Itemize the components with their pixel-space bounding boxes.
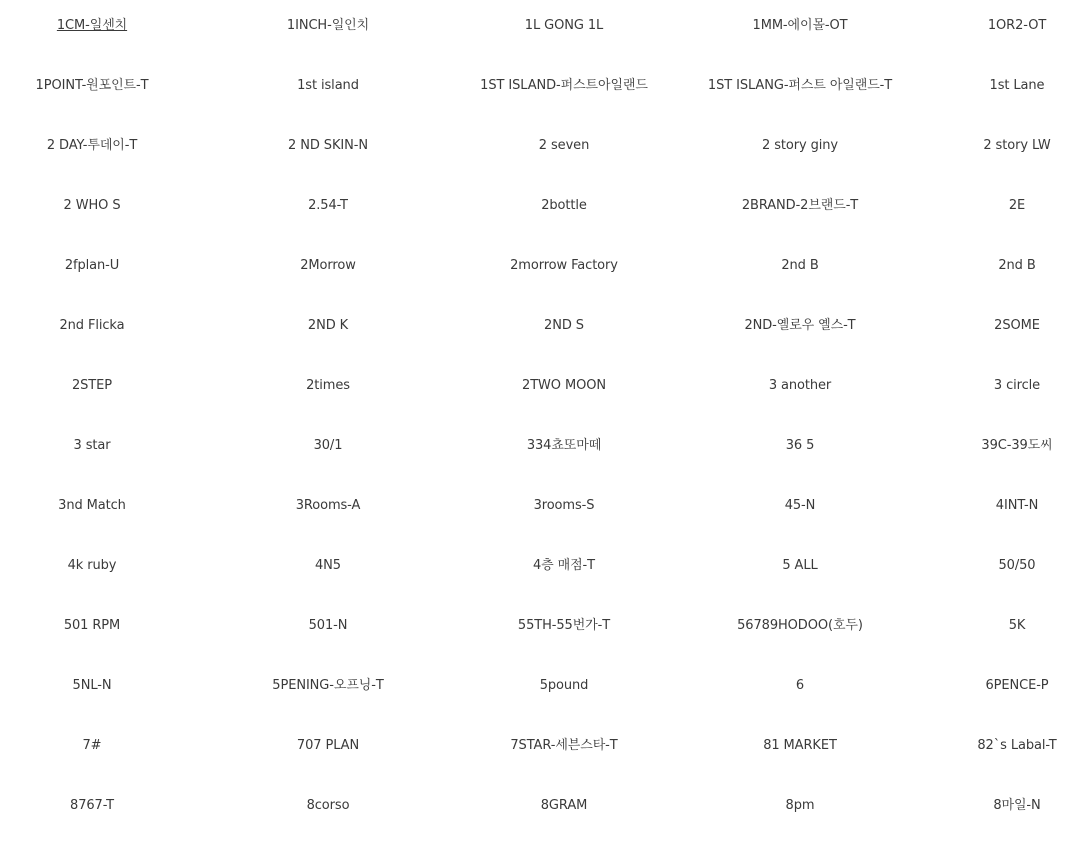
brand-link[interactable]: 2fplan-U [64,257,120,273]
brand-link[interactable]: 5PENING-오프닝-T [272,677,384,693]
brand-link[interactable]: 501-N [308,617,348,633]
brand-link[interactable]: 3 star [73,437,111,453]
brand-link[interactable]: 2times [306,377,350,393]
brand-link[interactable]: 2bottle [541,197,587,213]
brand-link[interactable]: 2 WHO S [63,197,121,213]
brand-link[interactable]: 1CM-일센치 [56,17,128,33]
brand-link[interactable]: 4N5 [315,557,341,573]
brand-link[interactable]: 1st Lane [989,77,1045,93]
brand-link[interactable]: 7STAR-세븐스타-T [510,737,618,753]
brand-link[interactable]: 2.54-T [308,197,348,213]
brand-link[interactable]: 1OR2-OT [987,17,1047,33]
brand-link[interactable]: 4INT-N [995,497,1039,513]
brand-link[interactable]: 2 story LW [983,137,1051,153]
brand-link[interactable]: 30/1 [313,437,343,453]
brand-link[interactable]: 1L GONG 1L [524,17,604,33]
brand-link[interactable]: 3nd Match [58,497,126,513]
brand-link[interactable]: 8pm [785,797,815,813]
brand-link[interactable]: 3 another [768,377,832,393]
brand-link[interactable]: 3 circle [993,377,1041,393]
brand-link[interactable]: 2 ND SKIN-N [288,137,368,153]
brand-link[interactable]: 2 DAY-투데이-T [46,137,138,153]
brand-link[interactable]: 4층 매점-T [532,557,595,573]
brand-link[interactable]: 8GRAM [540,797,588,813]
brand-link[interactable]: 45-N [784,497,816,513]
brand-link[interactable]: 8마일-N [993,797,1041,813]
brand-link[interactable]: 2 seven [538,137,590,153]
brand-link[interactable]: 5 ALL [782,557,818,573]
brand-link[interactable]: 56789HODOO(호두) [737,617,863,633]
brand-link[interactable]: 5pound [539,677,589,693]
brand-link[interactable]: 2morrow Factory [510,257,618,273]
brand-link[interactable]: 3Rooms-A [295,497,361,513]
brand-link[interactable]: 2TWO MOON [522,377,606,393]
brand-link[interactable]: 7# [82,737,102,753]
brand-link[interactable]: 2Morrow [300,257,356,273]
brand-link[interactable]: 36 5 [785,437,815,453]
brand-link[interactable]: 6PENCE-P [985,677,1049,693]
brand-link[interactable]: 50/50 [998,557,1036,573]
brand-link[interactable]: 81 MARKET [763,737,837,753]
brand-link[interactable]: 82`s Labal-T [977,737,1057,753]
brand-link[interactable]: 1MM-에이몰-OT [752,17,848,33]
brand-link[interactable]: 2ND-옐로우 옐스-T [744,317,856,333]
brand-link[interactable]: 2E [1008,197,1026,213]
brand-link[interactable]: 2nd B [781,257,819,273]
brand-link[interactable]: 2ND K [307,317,349,333]
brand-link[interactable]: 4k ruby [67,557,117,573]
brand-link[interactable]: 2 story giny [762,137,838,153]
brand-link[interactable]: 2SOME [994,317,1040,333]
brand-link[interactable]: 1ST ISLANG-퍼스트 아일랜드-T [707,77,893,93]
brand-link[interactable]: 1ST ISLAND-퍼스트아일랜드 [480,77,648,93]
brand-link[interactable]: 5NL-N [72,677,112,693]
brand-link[interactable]: 2nd Flicka [59,317,125,333]
brand-link[interactable]: 6 [795,677,805,693]
brand-link[interactable]: 2ND S [544,317,584,333]
brand-link[interactable]: 707 PLAN [296,737,360,753]
brand-link[interactable]: 2BRAND-2브랜드-T [741,197,859,213]
brand-link[interactable]: 8767-T [70,797,114,813]
brand-link[interactable]: 1POINT-원포인트-T [35,77,149,93]
brand-link[interactable]: 3rooms-S [533,497,595,513]
brand-link[interactable]: 5K [1008,617,1026,633]
brand-link[interactable]: 334쵸또마떼 [526,437,602,453]
brand-link[interactable]: 1st island [297,77,359,93]
brand-link[interactable]: 39C-39도씨 [981,437,1053,453]
brand-link[interactable]: 8corso [306,797,350,813]
brand-link[interactable]: 1INCH-일인치 [286,17,370,33]
brand-link[interactable]: 55TH-55번가-T [517,617,611,633]
brand-link[interactable]: 2nd B [998,257,1036,273]
brand-link[interactable]: 2STEP [71,377,113,393]
brand-link[interactable]: 501 RPM [63,617,121,633]
